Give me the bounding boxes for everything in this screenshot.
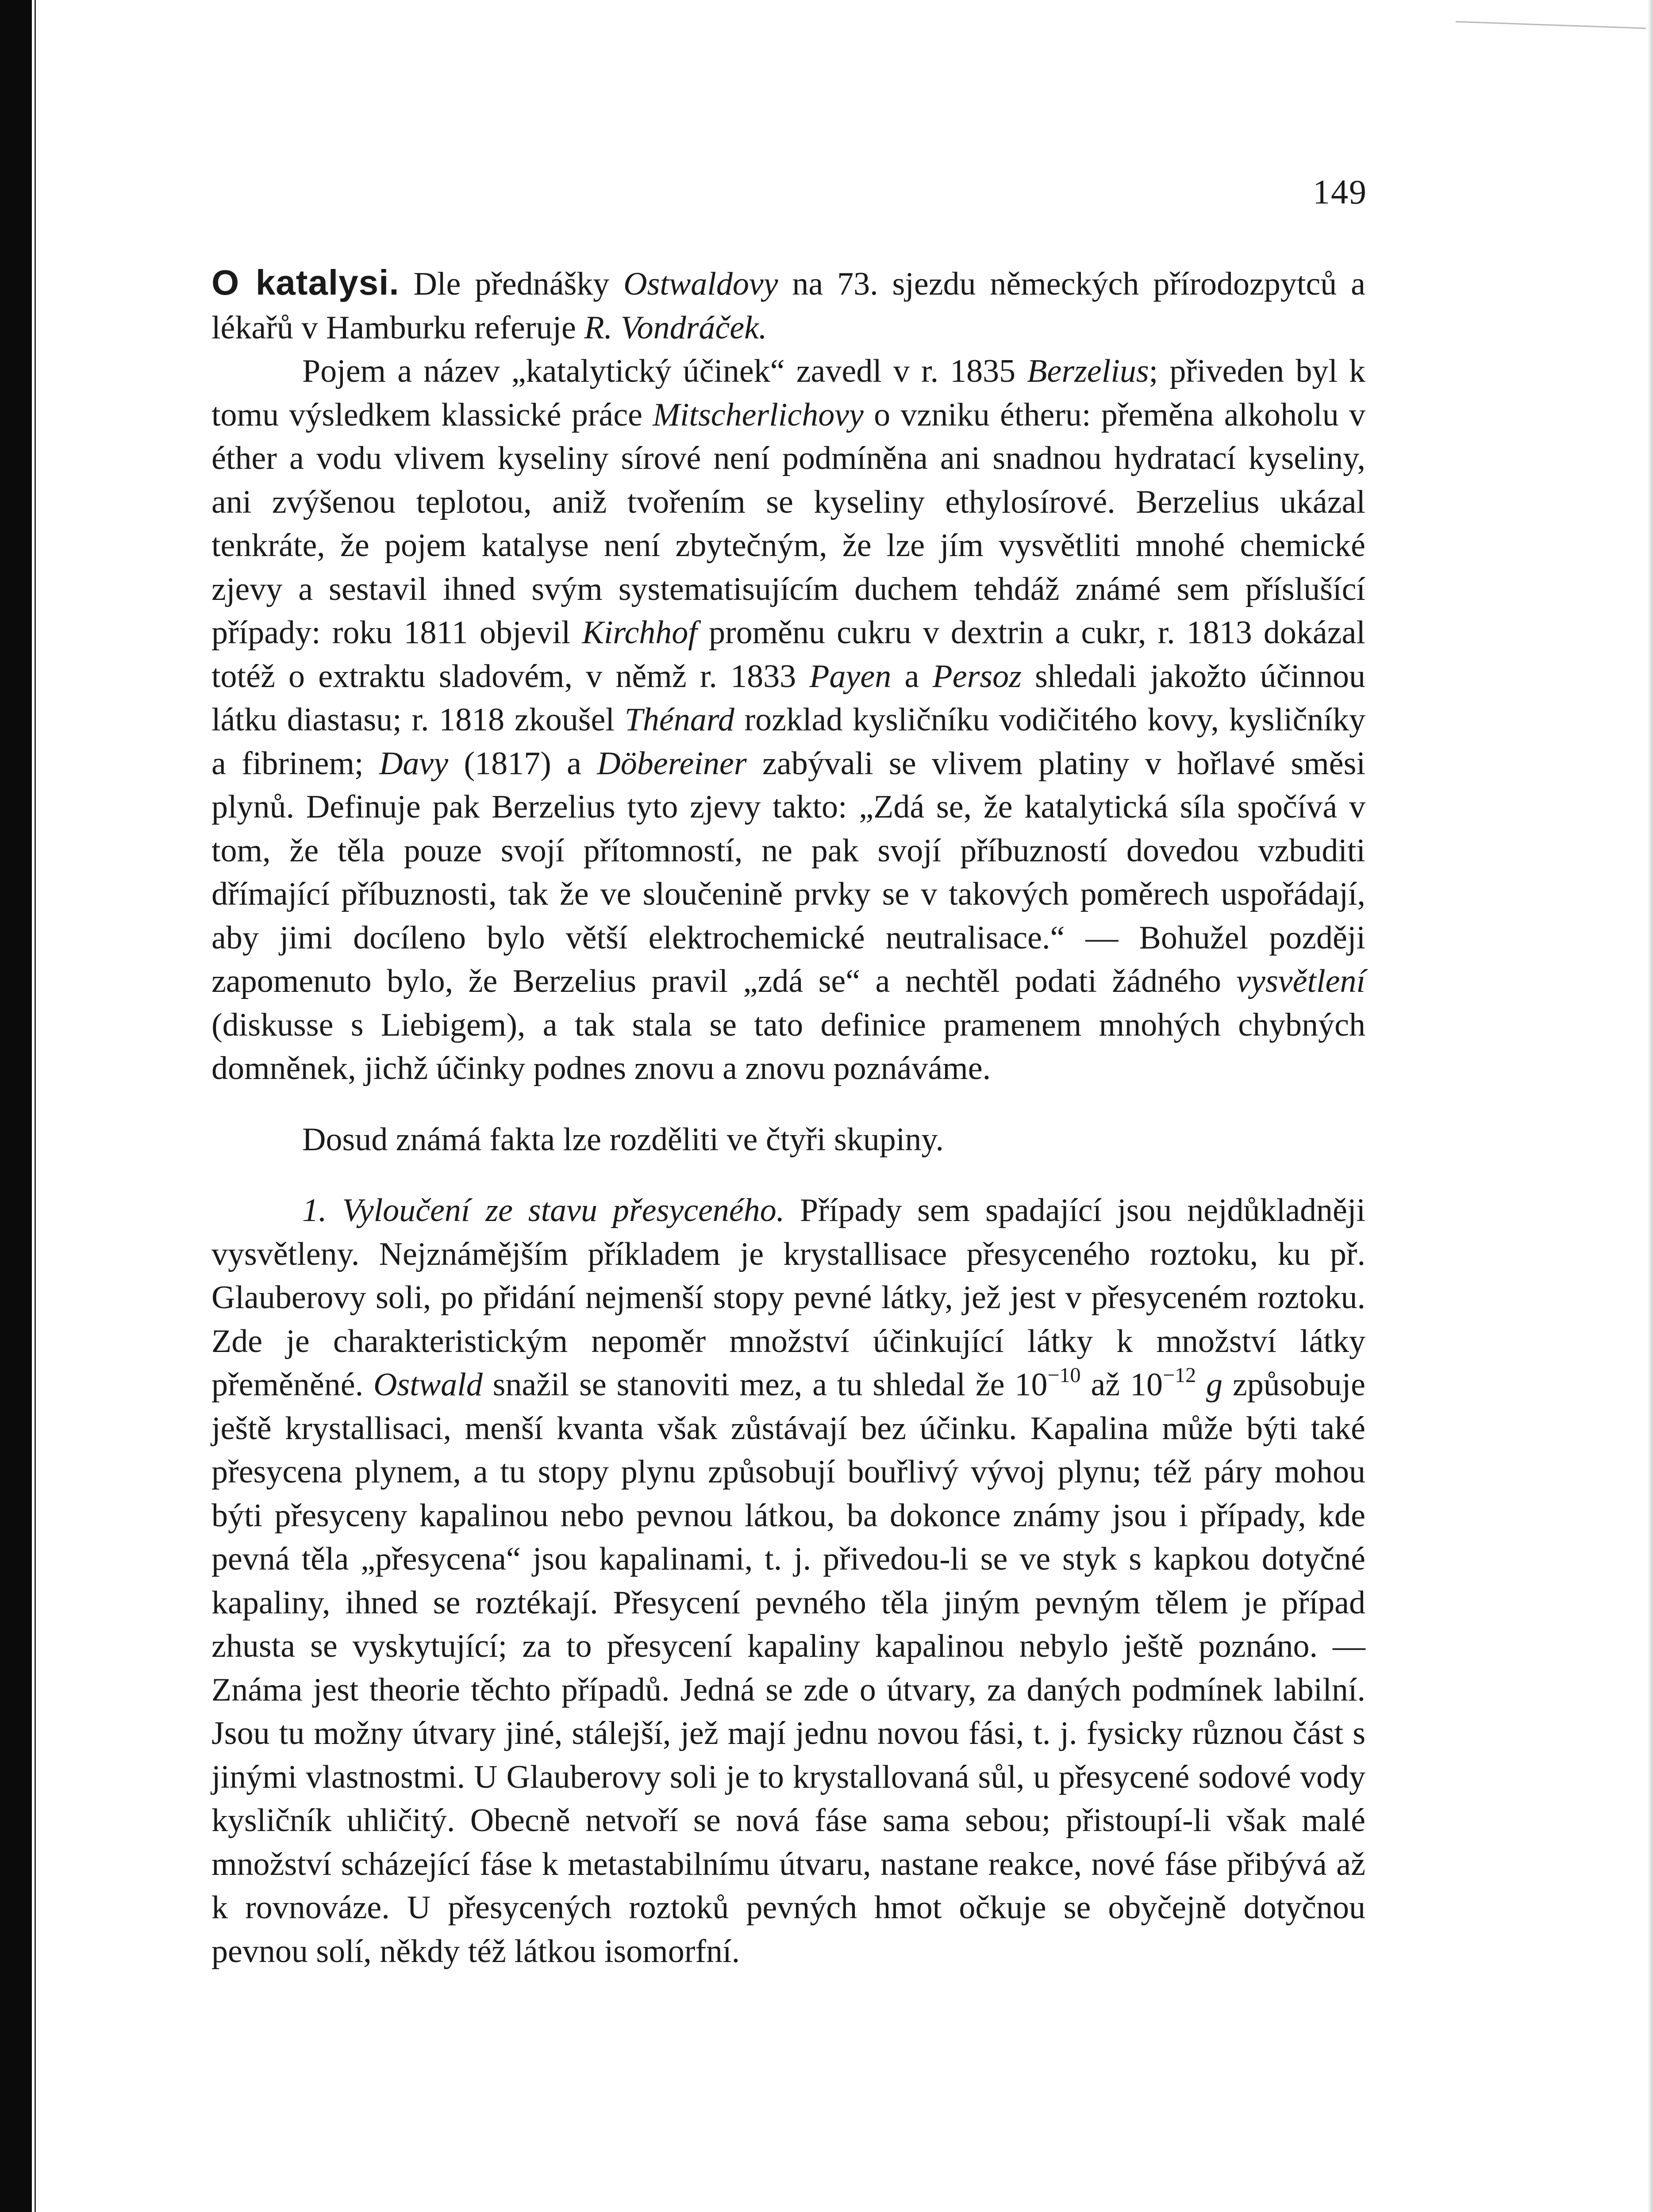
unit: g	[1206, 1367, 1223, 1403]
text-run: Pojem a název „katalytický účinek“ zavedl v r. 1835	[302, 353, 1027, 389]
person-name: Kirchhof	[582, 614, 697, 651]
text-run: zabývali se vlivem platiny v hořlavé směsi plynů. Definuje pak Berzelius tyto zjevy takto: „Zdá se, že katalytická síla spočívá v tom, že těla pouze svojí přítomností, ne pak svojí příbuzností dovedou vzbuditi dřímající příbuznosti, tak že ve sloučenině prvky se v takových poměrech uspořádají, aby jimi docíleno bylo větší elektrochemické neutralisace.“ — Bohužel později zapomenuto bylo, že Berzelius pravil „zdá se“ a nechtěl podati žádného	[211, 745, 1365, 999]
text-run: Případy sem spadající jsou nejdůkladněji vysvětleny. Nejznámějším příkladem je krystallisace přesyceného roztoku, ku př. Glauberovy soli, po přidání nejmenší stopy pevné látky, jež jest v přesyceném roztoku. Zde je charakteristickým nepoměr množství účinkující látky k množství látky přeměněné.	[211, 1192, 1366, 1403]
paragraph-groups: Dosud známá fakta lze rozděliti ve čtyři skupiny.	[302, 1121, 944, 1158]
intro-author: R. Vondráček.	[584, 309, 767, 346]
person-name: Payen	[809, 658, 892, 695]
scan-edge-left	[0, 0, 32, 2212]
text-run: o vzniku étheru: přeměna alkoholu v éther a vodu vlivem kyseliny sírové není podmíněna ani snadnou hydratací kyseliny, ani zvýšenou teplotou, aniž tvořením se kyseliny ethylosírové. Berzelius ukázal tenkráte, že pojem katalyse není zbytečným, že lze jím vysvětliti mnohé chemické zjevy a sestavil ihned svým systematisujícím duchem tehdáž známé sem příslušící případy: roku 1811 objevil	[211, 396, 1365, 651]
person-name: Ostwald	[373, 1367, 483, 1403]
text-run: (diskusse s Liebigem), a tak stala se tato definice pramenem mnohých chybných domněnek, jichž účinky podnes znovu a znovu poznáváme.	[211, 1006, 1365, 1087]
exponent: −12	[1163, 1363, 1196, 1387]
scan-edge-right	[1648, 0, 1653, 2212]
text-run: (1817) a	[448, 745, 597, 782]
scan-artifact	[1456, 21, 1646, 29]
text-run: snažil se stanoviti mez, a tu shledal že 10	[482, 1367, 1048, 1403]
page-number: 149	[1313, 173, 1367, 211]
article-title: O katalysi.	[211, 263, 400, 302]
section-heading: 1. Vyloučení ze stavu přesyceného.	[302, 1192, 785, 1229]
person-name: Davy	[379, 745, 449, 782]
text-run: a	[891, 658, 933, 695]
intro-text: na 73. sjezdu německých přírodozpytců a lékařů v Hamburku referuje	[211, 266, 1365, 346]
exponent: −10	[1047, 1363, 1081, 1387]
article-intro	[211, 261, 1365, 349]
person-name: Döbereiner	[597, 745, 747, 782]
person-name: Thénard	[624, 702, 734, 738]
emphasis: vysvětlení	[1236, 963, 1365, 999]
intro-source-name: Ostwaldovy	[623, 266, 778, 302]
text-run: až 10	[1080, 1367, 1163, 1403]
person-name: Berzelius	[1027, 353, 1149, 389]
paragraph-supersaturation	[211, 1189, 1365, 1973]
person-name: Mitscherlichovy	[653, 396, 864, 433]
text-run: ; přiveden byl k tomu výsledkem klassické práce	[211, 353, 1365, 433]
paragraph-history	[211, 349, 1365, 1091]
intro-text: Dle přednášky	[399, 266, 624, 302]
article-body	[211, 261, 1365, 1973]
text-run: způsobuje ještě krystallisaci, menší kvanta však zůstávají bez účinku. Kapalina může býti také přesycena plynem, a tu stopy plynu způsobují bouřlivý vývoj plynu; též páry mohou býti přesyceny kapalinou nebo pevnou látkou, ba dokonce známy jsou i případy, kde pevná těla „přesycena“ jsou kapalinami, t. j. přivedou-li se ve styk s kapkou dotyčné kapaliny, ihned se roztékají. Přesycení pevného těla jiným pevným tělem je případ zhusta se vyskytující; za to přesycení kapaliny kapalinou nebylo ještě poznáno. — Známa jest theorie těchto případů. Jedná se zde o útvary, za daných podmínek labilní. Jsou tu možny útvary jiné, stálejší, jež mají jednu novou fási, t. j. fysicky různou část s jinými vlastnostmi. U Glauberovy soli je to krystallovaná sůl, u přesycené sodové vody kysličník uhličitý. Obecně netvoří se nová fáse sama sebou; přistoupí-li však malé množství scházející fáse k metastabilnímu útvaru, nastane reakce, nové fáse přibývá až k rovnováze. U přesycených roztoků pevných hmot očkuje se obyčejně dotyčnou pevnou solí, někdy též látkou isomorfní.	[211, 1367, 1365, 1970]
text-run: rozklad kysličníku vodičitého kovy, kysličníky a fibrinem;	[211, 702, 1365, 782]
text-run: shledali jakožto účinnou látku diastasu; r. 1818 zkoušel	[211, 658, 1365, 738]
text-run: proměnu cukru v dextrin a cukr, r. 1813 dokázal totéž o extraktu sladovém, v němž r. 1833	[211, 614, 1365, 695]
person-name: Persoz	[932, 658, 1022, 695]
